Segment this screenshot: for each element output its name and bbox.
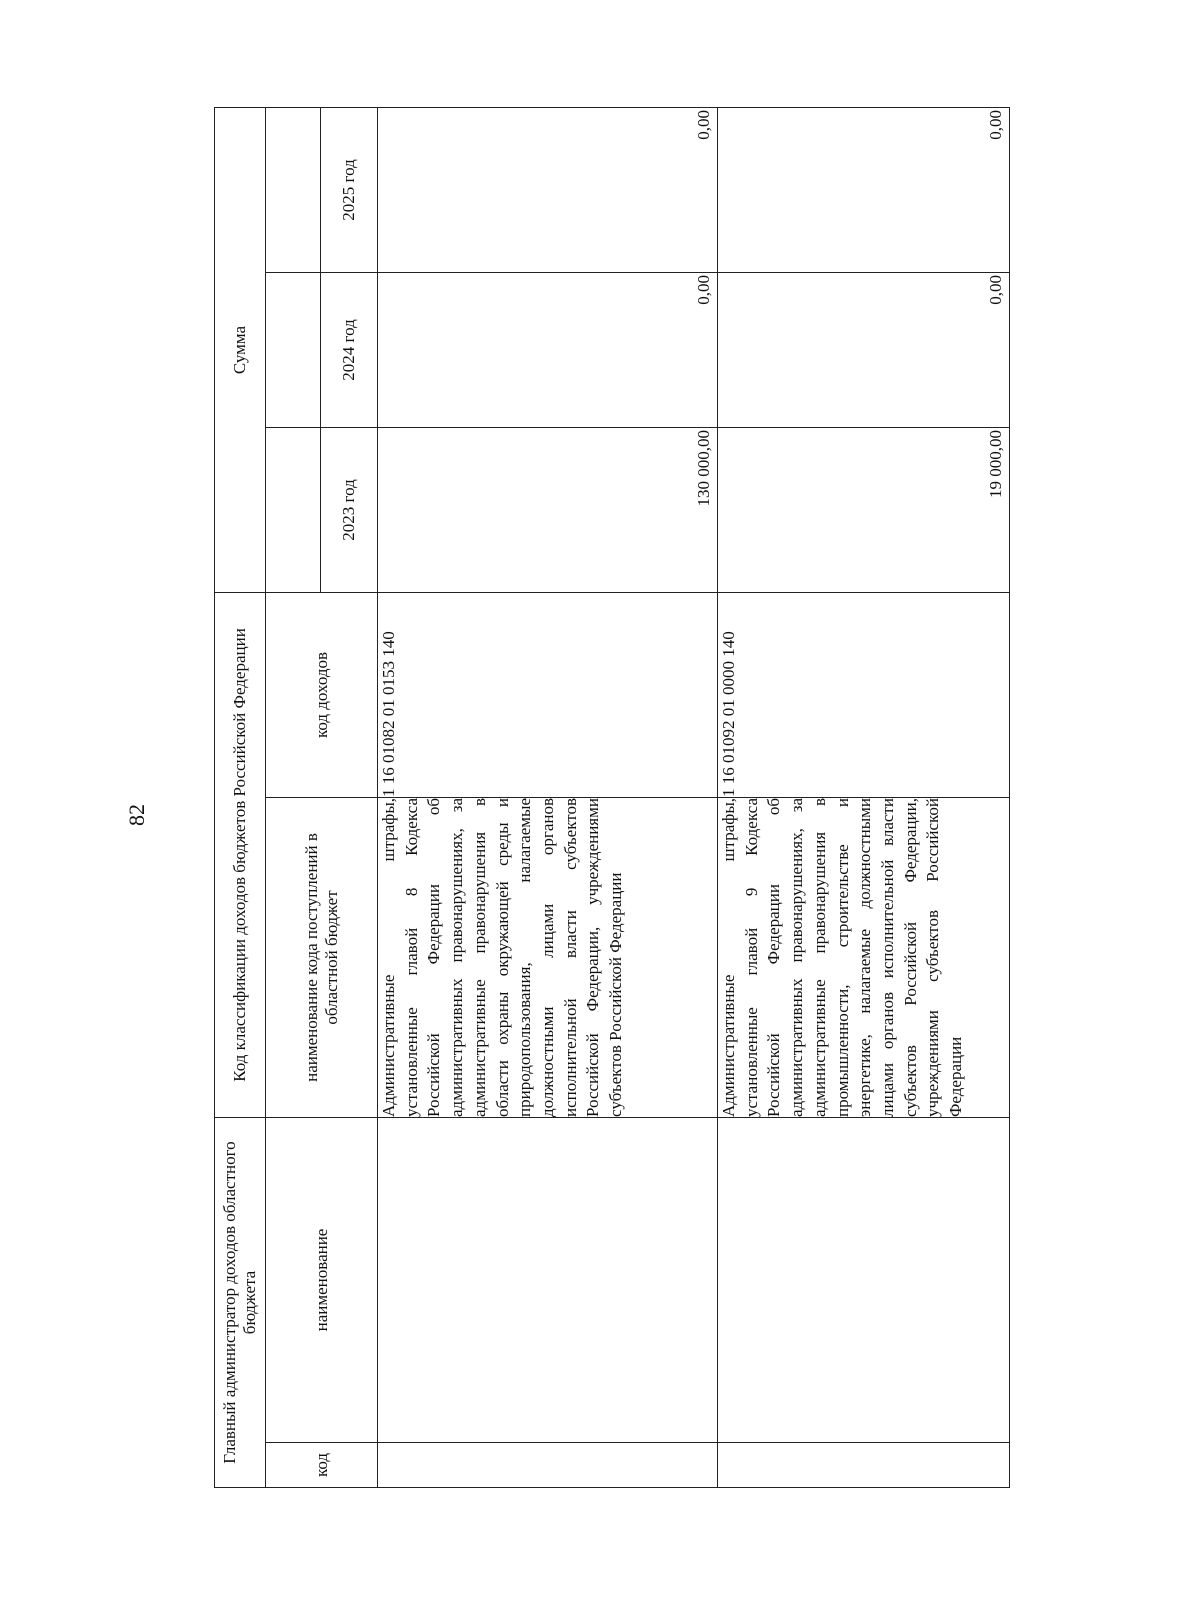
income-table — [214, 107, 1010, 1488]
header-row-groups — [215, 107, 266, 1487]
cell-sum-2024: 0,00 — [378, 272, 718, 427]
header-admin-group: Главный администратор доходов областного бюджета — [215, 1118, 266, 1488]
cell-sum-2024: 0,00 — [718, 272, 1010, 427]
cell-admin-code — [378, 1443, 718, 1488]
cell-sum-2025: 0,00 — [718, 107, 1010, 272]
table-row — [718, 107, 1010, 1487]
cell-sum-2025: 0,00 — [378, 107, 718, 272]
header-classification-group: Код классификации доходов бюджетов Российской Федерации — [215, 592, 266, 1117]
cell-sum-2023: 130 000,00 — [378, 427, 718, 592]
cell-income-name: Административные штрафы, установленные главой 9 Кодекса Российской Федерации об административных правонарушениях, за административные правонарушения в промышленности, строительстве и энергетике, налагаемые должностными лицами органов исполнительной власти субъектов Российской Федерации, учреждениями субъектов Российской Федерации — [718, 798, 1010, 1118]
cell-income-code: 1 16 01092 01 0000 140 — [718, 592, 1010, 797]
header-admin-name: наименование — [266, 1118, 378, 1443]
header-year-2025: 2025 год — [321, 107, 378, 272]
header-income-code: код доходов — [266, 592, 378, 797]
cell-sum-2023: 19 000,00 — [718, 427, 1010, 592]
header-admin-code: код — [266, 1443, 378, 1488]
rotated-table-container — [214, 108, 1005, 1488]
cell-income-name: Административные штрафы, установленные главой 8 Кодекса Российской Федерации об административных правонарушениях, за административные правонарушения в области охраны окружающей среды и природопользования, налагаемые должностными лицами органов исполнительной власти субъектов Российской Федерации, учреждениями субъектов Российской Федерации — [378, 798, 718, 1118]
header-blank-2025 — [266, 107, 321, 272]
header-blank-2023 — [266, 427, 321, 592]
table-row — [378, 107, 718, 1487]
header-income-name: наименование кода поступлений в областной бюджет — [266, 798, 378, 1118]
header-row-columns — [266, 107, 321, 1487]
header-year-2024: 2024 год — [321, 272, 378, 427]
cell-admin-name — [378, 1118, 718, 1443]
header-blank-2024 — [266, 272, 321, 427]
cell-income-code: 1 16 01082 01 0153 140 — [378, 592, 718, 797]
page-number: 82 — [124, 804, 149, 826]
cell-admin-name — [718, 1118, 1010, 1443]
header-year-2023: 2023 год — [321, 427, 378, 592]
table-frame — [214, 108, 1005, 1488]
header-sum-group: Сумма — [215, 107, 266, 592]
cell-admin-code — [718, 1443, 1010, 1488]
